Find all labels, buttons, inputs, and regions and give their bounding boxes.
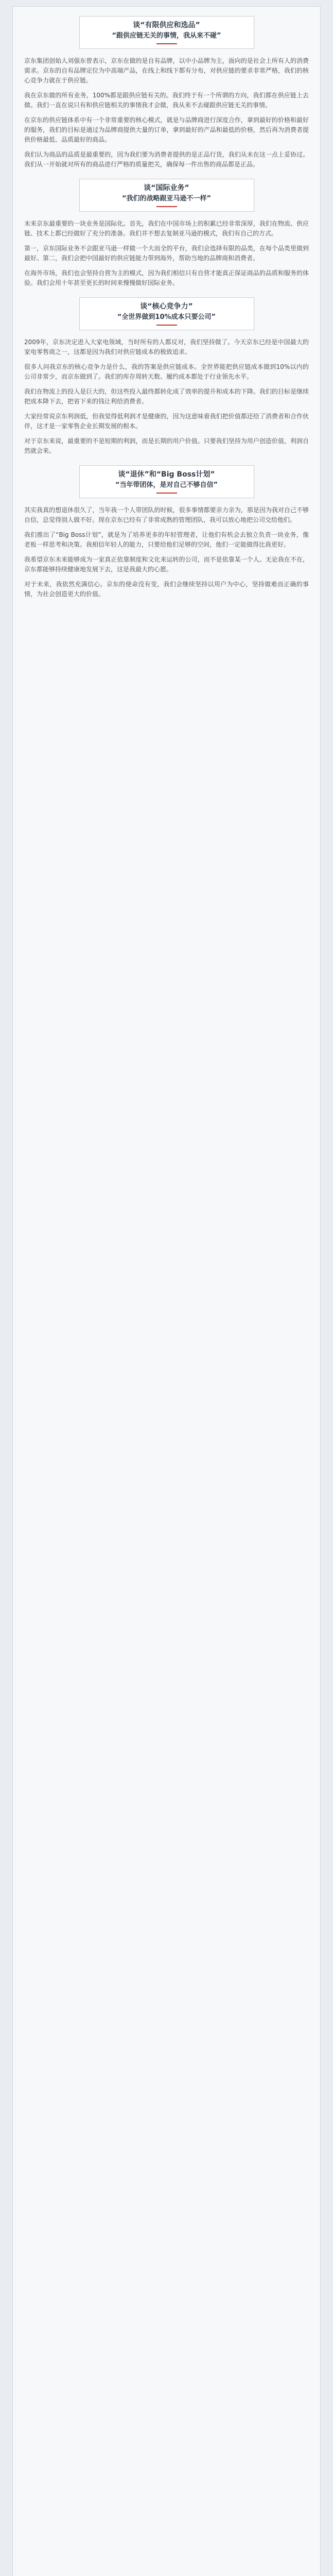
paragraph: 我们认为商品的品质是最重要的，因为我们要为消费者提供的是正品行货，我们从未在这一点上妥协过。我们从一开始就对所有的商品进行严格的质量把关，确保每一件出售的商品都是正品。 xyxy=(24,151,309,168)
section-heading xyxy=(79,179,254,212)
paragraph: 大家经常说京东利润低，但我觉得低利润才是健康的，因为这意味着我们把价值都还给了消费者和合作伙伴，这才是一家零售企业长期发展的根本。 xyxy=(24,413,309,430)
paragraph: 2009年，京东决定进入大家电领域，当时所有的人都反对，我们坚持做了。今天京东已经是中国最大的家电零售商之一，这都是因为我们对供应链成本的极致追求。 xyxy=(24,338,309,355)
section-subtitle: “跟供应链无关的事情，我从来不碰” xyxy=(112,32,221,40)
paragraph: 未来京东最重要的一块业务是国际化。首先，我们在中国市场上的积累已经非常深厚，我们在物流、供应链、技术上都已经做好了充分的准备。我们并不想去复制亚马逊的模式，我们有自己的方式。 xyxy=(24,220,309,237)
section-subtitle: “我们的战略跟亚马逊不一样” xyxy=(121,195,212,202)
heading-divider xyxy=(156,325,177,326)
section-subtitle: “当年带团体，是对自己不够自信” xyxy=(115,481,218,489)
paragraph: 其实我真的想退休很久了，当年我一个人带团队的时候，很多事情都要亲力亲为，那是因为我对自己不够自信，总觉得别人做不好。现在京东已经有了非常成熟的管理团队，我可以放心地把公司交给他们。 xyxy=(24,506,309,523)
paragraph: 在海外市场，我们也会坚持自营为主的模式，因为我们相信只有自营才能真正保证商品的品质和服务的体验。我们会用十年甚至更长的时间来慢慢做好国际业务。 xyxy=(24,269,309,286)
heading-divider xyxy=(156,43,177,44)
heading-divider xyxy=(156,493,177,494)
paragraph: 对于未来，我依然充满信心。京东的使命没有变，我们会继续坚持以用户为中心，坚持做难而正确的事情，为社会创造更大的价值。 xyxy=(24,581,309,598)
section-subtitle: “全世界做到10%成本只要公司” xyxy=(117,313,216,321)
section-title: 谈“退休”和“Big Boss计划” xyxy=(118,470,215,479)
paragraph: 我们推出了“Big Boss计划”，就是为了培养更多的年轻管理者，让他们有机会去独立负责一块业务，像老板一样思考和决策。我相信年轻人的能力，只要给他们足够的空间，他们一定能做得比我更好。 xyxy=(24,531,309,548)
section-title: 谈“核心竞争力” xyxy=(140,302,193,311)
heading-divider xyxy=(156,206,177,207)
section-heading xyxy=(79,16,254,49)
section-heading xyxy=(79,297,254,330)
section-title: 谈“有限供应和选品” xyxy=(133,21,200,29)
paragraph: 很多人问我京东的核心竞争力是什么，我的答案是供应链成本。全世界能把供应链成本做到10%以内的公司非常少，而京东做到了。我们的库存周转天数、履约成本都处于行业领先水平。 xyxy=(24,363,309,380)
paragraph: 我希望京东未来能够成为一家真正依靠制度和文化来运转的公司，而不是依靠某一个人。无论我在不在，京东都能够持续健康地发展下去，这是我最大的心愿。 xyxy=(24,556,309,573)
paragraph: 在京东的供应链体系中有一个非常重要的核心模式，就是与品牌商进行深度合作，拿到最好的价格和最好的服务，我们的目标是通过为品牌商提供大量的订单，拿到最好的产品和最低的价格，然后再为消费者提供价格最低、品质最好的商品。 xyxy=(24,116,309,143)
article-page xyxy=(12,6,321,2576)
paragraph: 京东集团创始人刘强东曾表示，京东在做的是自有品牌，以中小品牌为主，面向的是社会上所有人的消费需求。京东的自有品牌定位为中高端产品，在线上和线下都有分布，对供应链的要求非常严格，我们的核心竞争力就在于供应链。 xyxy=(24,57,309,84)
paragraph: 我们在物流上的投入是巨大的，但这些投入最终都转化成了效率的提升和成本的下降。我们的目标是继续把成本降下去，把省下来的钱让利给消费者。 xyxy=(24,388,309,405)
section-heading xyxy=(79,465,254,498)
paragraph: 对于京东来说，最重要的不是短期的利润，而是长期的用户价值。只要我们坚持为用户创造价值，利润自然就会来。 xyxy=(24,437,309,454)
section-title: 谈“国际业务” xyxy=(144,184,189,192)
paragraph: 我在京东做的所有业务，100%都是跟供应链有关的。我们终于有一个所谓的方向，我们都在供应链上去做。我们一直在说只有和供应链相关的事情我才会做，我从来不去碰跟供应链无关的事情。 xyxy=(24,92,309,109)
paragraph: 第一，京东国际业务不会跟亚马逊一样做一个大而全的平台，我们会选择有限的品类，在每个品类里做到最好。第二，我们会把中国最好的供应链能力带到海外，帮助当地的品牌商和消费者。 xyxy=(24,245,309,262)
